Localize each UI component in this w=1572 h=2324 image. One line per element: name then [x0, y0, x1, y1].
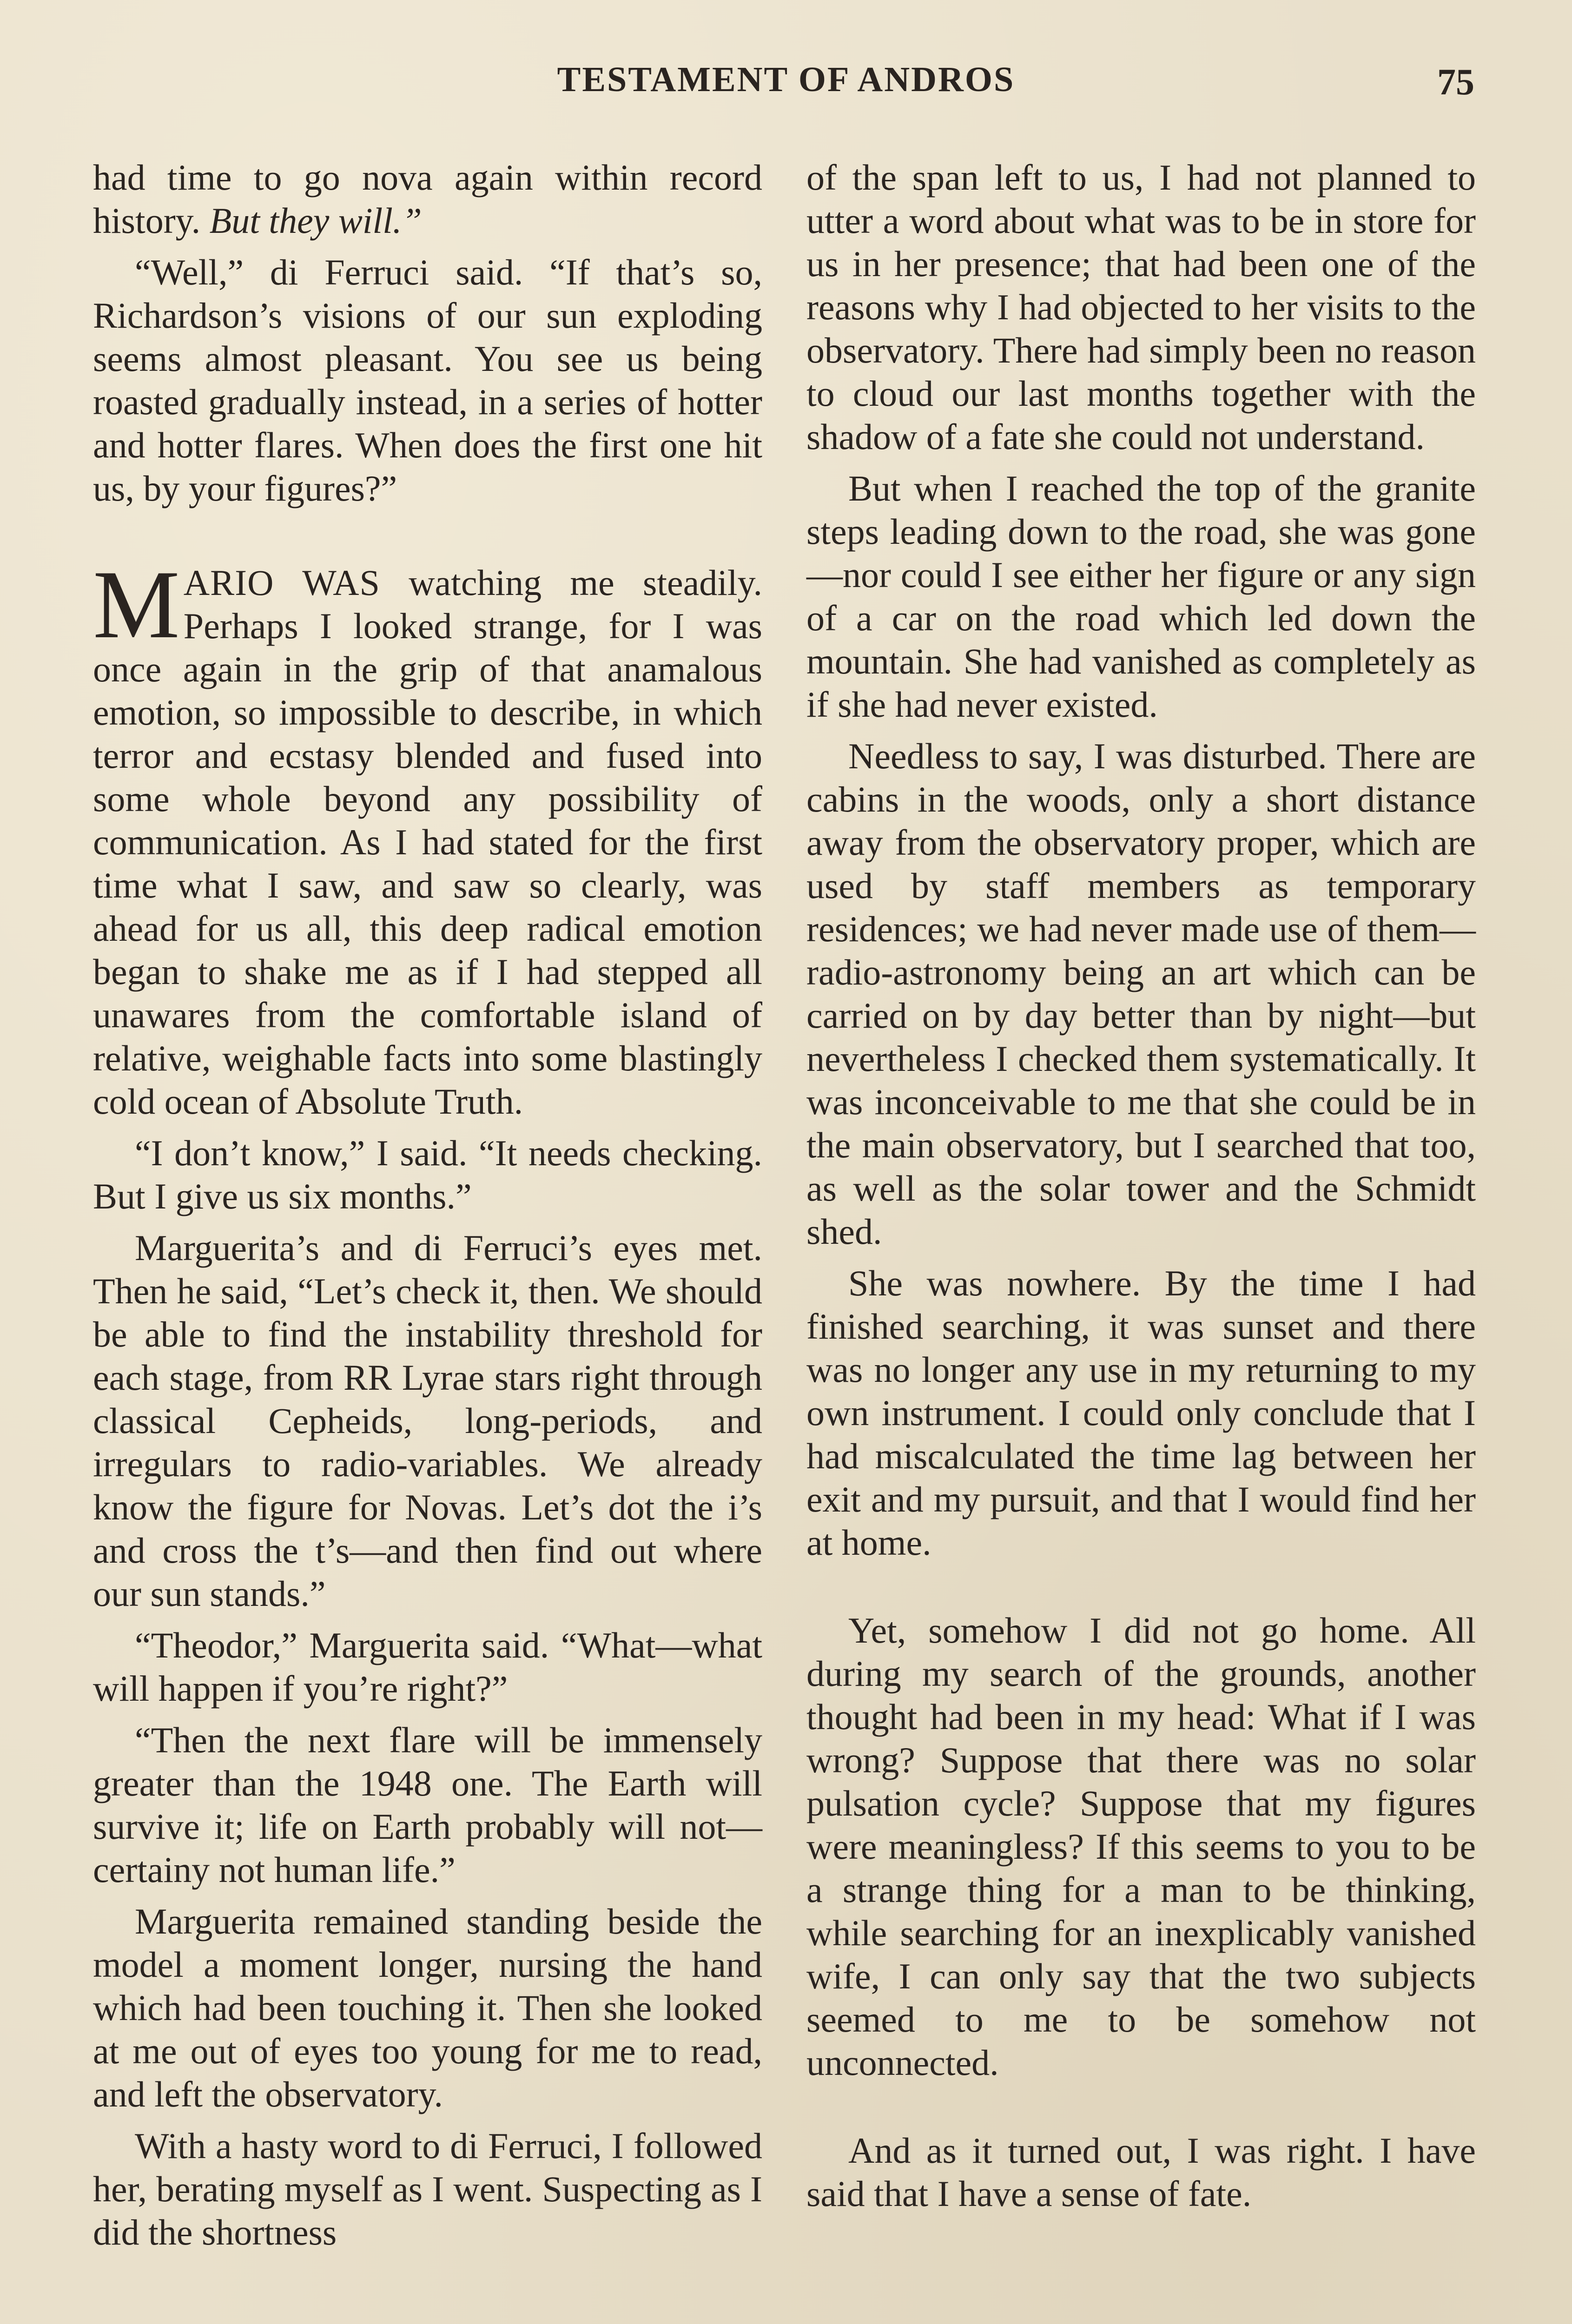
paragraph: of the span left to us, I had not planned to utter a word about what was to be in store for us in her presence; that had been one of the reasons why I had objected to her visits to the observatory. There had simply been no reason to cloud our last months together with the shadow of a fate she could not understand.: [806, 157, 1476, 457]
running-title: TESTAMENT OF ANDROS: [557, 60, 1015, 99]
section-opening-paragraph: [93, 551, 763, 1123]
right-column: [806, 156, 1476, 2224]
paragraph: “Theodor,” Marguerita said. “What—what will happen if you’re right?”: [93, 1625, 762, 1709]
page-number: 75: [1437, 62, 1474, 103]
paragraph: “Then the next flare will be immensely greater than the 1948 one. The Earth will survive it; life on Earth probably will not—certainy not human life.”: [93, 1720, 762, 1890]
paragraph-text: had time to go nova again within record history.: [93, 157, 762, 241]
paragraph: “I don’t know,” I said. “It needs checking. But I give us six months.”: [93, 1133, 762, 1216]
paragraph: Yet, somehow I did not go home. All during my search of the grounds, another thought had been in my head: What if I was wrong? Suppose that there was no solar pulsation cycle? Suppose that my figures were meaningless? If this seems to you to be a strange thing for a man to be thinking, while searching for an inexplicably vanished wife, I can only say that the two subjects seemed to me to be somehow not unconnected.: [806, 1610, 1476, 2083]
small-caps-lead: ARIO WAS: [183, 562, 380, 603]
paragraph: She was nowhere. By the time I had finished searching, it was sunset and there was no longer any use in my returning to my own instrument. I could only conclude that I had miscalculated the time lag between her exit and my pursuit, and that I would find her at home.: [806, 1263, 1476, 1563]
paragraph: Needless to say, I was disturbed. There are cabins in the woods, only a short distance away from the observatory proper, which are used by staff members as temporary residences; we had never made use of them—radio-astronomy being an art which can be carried on by day better than by night—but nevertheless I checked them systematically. It was inconceivable to me that she could be in the main observatory, but I searched that too, as well as the solar tower and the Schmidt shed.: [806, 736, 1476, 1252]
paragraph: But when I reached the top of the granite steps leading down to the road, she was gone—nor could I see either her figure or any sign of a car on the road which led down the mountain. She had vanished as completely as if she had never existed.: [806, 468, 1476, 725]
paragraph: And as it turned out, I was right. I have said that I have a sense of fate.: [806, 2130, 1476, 2214]
running-head: [0, 59, 1572, 106]
paragraph: Marguerita remained standing beside the model a moment longer, nursing the hand which had been touching it. Then she looked at me out of eyes too young for me to read, and left the observatory.: [93, 1901, 762, 2114]
paragraph: “Well,” di Ferruci said. “If that’s so, Richardson’s visions of our sun exploding seems almost pleasant. You see us being roasted gradually instead, in a series of hotter and hotter flares. When does the first one hit us, by your figures?”: [93, 252, 762, 508]
italic-text: But they will.”: [209, 200, 422, 241]
paragraph: [93, 156, 762, 242]
paragraph-text: watching me steadily. Perhaps I looked strange, for I was once again in the grip of that anamalous emotion, so impossible to describe, in which terror and ecstasy blended and fused into some whole beyond any possibility of communication. As I had stated for the first time what I saw, and saw so clearly, was ahead for us all, this deep radical emotion began to shake me as if I had stepped all unawares from the comfortable island of relative, weighable facts into some blastingly cold ocean of Absolute Truth.: [93, 562, 763, 1122]
paragraph: With a hasty word to di Ferruci, I followed her, berating myself as I went. Suspecting as I did the shortness: [93, 2126, 762, 2252]
paragraph: Marguerita’s and di Ferruci’s eyes met. Then he said, “Let’s check it, then. We should be able to find the instability threshold for each stage, from RR Lyrae stars right through classical Cepheids, long-periods, and irregulars to radio-variables. We already know the figure for Novas. Let’s dot the i’s and cross the t’s—and then find out where our sun stands.”: [93, 1228, 762, 1614]
drop-cap: M: [93, 551, 180, 659]
left-column: [93, 156, 762, 2262]
